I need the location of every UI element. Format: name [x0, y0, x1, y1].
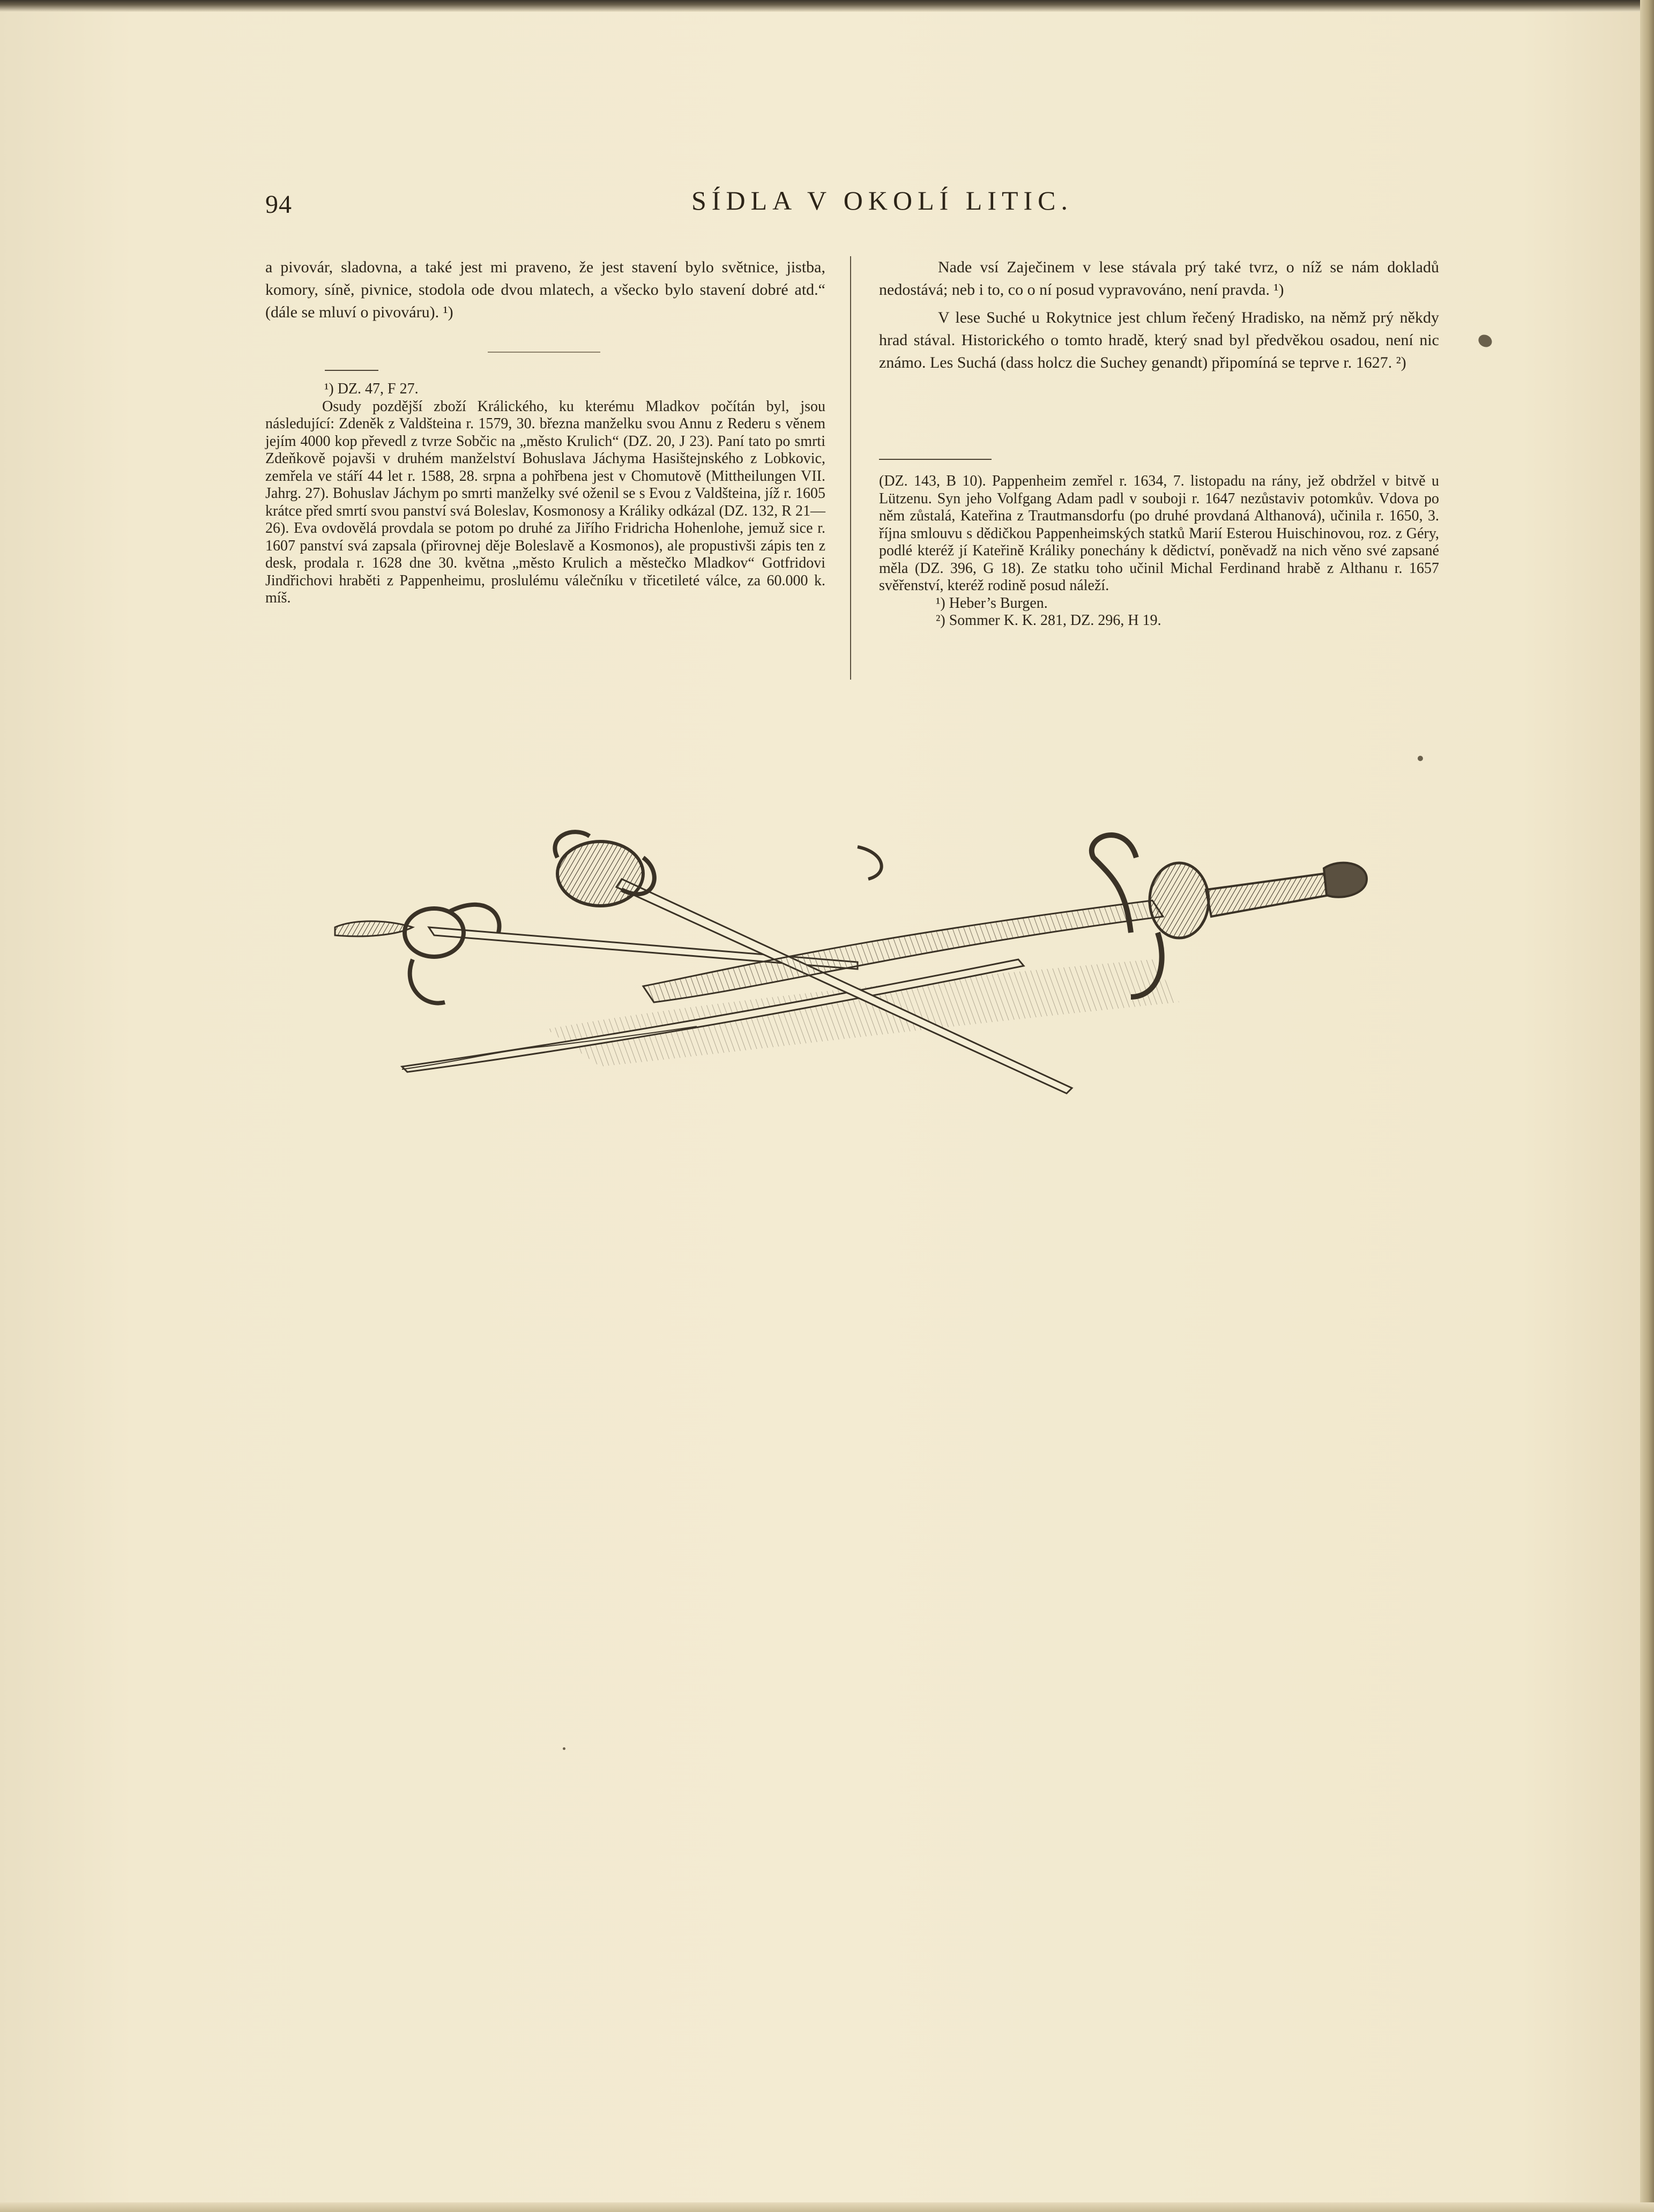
page-top-edge	[0, 0, 1654, 12]
footnote-1: ¹) DZ. 47, F 27.	[324, 381, 419, 397]
ink-dot	[563, 1747, 565, 1750]
page-number: 94	[265, 190, 292, 219]
ink-dot	[1418, 756, 1423, 761]
footnote-heber: ¹) Heber’s Burgen.	[936, 594, 1048, 612]
page-bottom-edge	[0, 2202, 1654, 2212]
left-paragraph: a pivovár, sladovna, a také jest mi praveno, že jest stavení bylo světnice, jistba, komory, síně, pivnice, stodola ode dvou mlatech, a všecko bylo stavení dobré atd.“ (dále se mluví o pivováru). ¹)	[265, 258, 825, 321]
footnote-rule-left	[325, 370, 378, 371]
footnote-paragraph: Osudy pozdější zboží Králického, ku kterému Mladkov počítán byl, jsou následující: Zdeněk z Valdšteina r. 1579, 30. března manželku svou Annu z Rederu s věnem jejím 4000 kop převedl z tvrze Sobčic na „město Krulich“ (DZ. 20, J 23). Paní tato po smrti Zdeňkově pojavši v druhém manželství Bohuslava Jáchyma Hasištejnského z Lobkovic, zemřela ve stáří 44 let r. 1588, 28. srpna a pohřbena jest v Chomutově (Mittheilungen VII. Jahrg. 27). Bohuslav Jáchym po smrti manželky své oženil se s Evou z Valdšteina, jíž r. 1605 krátce před smrtí svou panství svá Boleslav, Kosmonosy a Králiky odkázal (DZ. 132, R 21—26). Eva ovdovělá provdala se potom po druhé za Jiřího Fridricha Hohenlohe, jemuž sice r. 1607 panství svá zapsala (přirovnej děje Boleslavě a Kosmonos), ale propustivši zápis ten z desk, prodala r. 1628 dne 30. května „město Krulich a městečko Mladkov“ Gotfridovi Jindřichovi hraběti z Pappenheimu, proslulému válečníku v třicetileté válce, za 60.000 k. míš.	[265, 398, 825, 606]
right-paragraph-2: V lese Suché u Rokytnice jest chlum řečený Hradisko, na němž prý někdy hrad stával. Historického o tomto hradě, který snad byl předvěkou osadou, není nic známo. Les Suchá (dass holcz die Suchey genandt) připomíná se teprve r. 1627. ²)	[879, 309, 1439, 371]
right-footnotes	[879, 473, 1439, 630]
crossed-swords-engraving	[322, 825, 1394, 1104]
footnote-continuation: (DZ. 143, B 10). Pappenheim zemřel r. 1634, 7. listopadu na rány, jež obdržel v bitvě u Lützenu. Syn jeho Volfgang Adam padl v souboji r. 1647 nezůstaviv potomkův. Vdova po něm zůstalá, Kateřina z Trautmansdorfu (po druhé provdaná Althanová), učinila r. 1650, 3. října smlouvu s dědičkou Pappenheimských statků Marií Esterou Huischinovou, roz. z Géry, podlé kteréž jí Kateřině Králiky ponechány k dědictví, poněvadž na nich věno své zapsané měla (DZ. 396, G 18). Ze statku toho učinil Michal Ferdinand hrabě z Althanu r. 1657 svěřenství, kteréž rodině posud náleží.	[879, 473, 1439, 594]
column-rule	[850, 256, 851, 680]
section-divider	[488, 352, 600, 353]
page-right-edge	[1640, 0, 1654, 2212]
shadow-icon	[547, 959, 1179, 1067]
footnote-sommer: ²) Sommer K. K. 281, DZ. 296, H 19.	[936, 612, 1161, 629]
right-paragraph-1: Nade vsí Zaječinem v lese stávala prý také tvrz, o níž se nám dokladů nedostává; neb i to, co o ní posud vypravováno, není pravda. ¹)	[879, 258, 1439, 299]
running-head: SÍDLA V OKOLÍ LITIC.	[691, 185, 1074, 215]
left-column-text	[265, 256, 825, 324]
left-footnotes	[265, 381, 825, 607]
right-column-text	[879, 256, 1439, 374]
footnote-rule-right	[879, 459, 992, 460]
